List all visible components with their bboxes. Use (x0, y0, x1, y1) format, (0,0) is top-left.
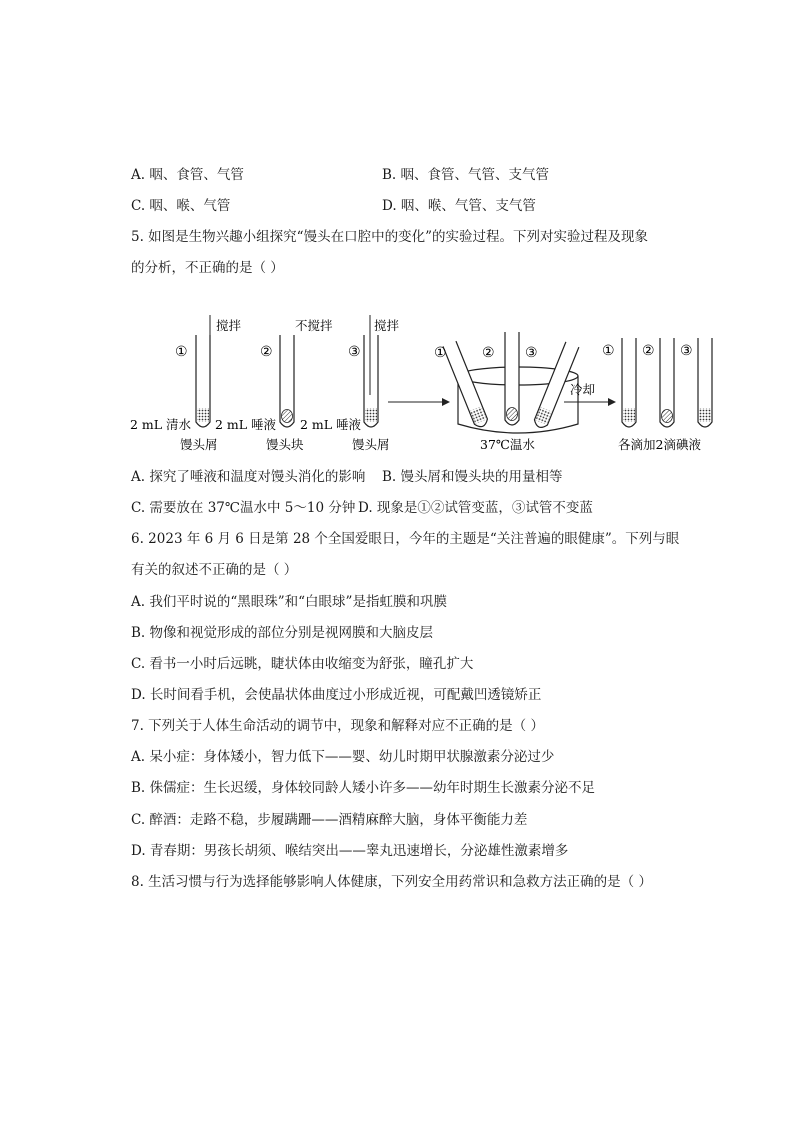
q7-option-a: A. 呆小症：身体矮小，智力低下——婴、幼儿时期甲状腺激素分泌过少 (131, 749, 555, 765)
tube-2-liquid: 2 mL 唾液 (215, 417, 277, 432)
q6-stem-line2: 有关的叙述不正确的是（ ） (131, 562, 298, 578)
water-bath-label: 37℃温水 (480, 437, 535, 452)
stir-label-3: 搅拌 (374, 318, 400, 333)
tube-3-content: 馒头屑 (352, 437, 390, 452)
tube-1-number: ① (175, 344, 188, 360)
q6-option-a: A. 我们平时说的“黑眼珠”和“白眼球”是指虹膜和巩膜 (131, 594, 447, 610)
q6-option-c: C. 看书一小时后远眺，睫状体由收缩变为舒张，瞳孔扩大 (131, 656, 474, 672)
bath-tube-2-number: ② (482, 345, 495, 361)
q6-stem-line1: 6. 2023 年 6 月 6 日是第 28 个全国爱眼日，今年的主题是“关注普遍的眼健康”。下列与眼 (131, 531, 680, 547)
q5-stem-line2: 的分析，不正确的是（ ） (131, 260, 284, 276)
tube-3-number: ③ (348, 344, 361, 360)
q4-option-c: C. 咽、喉、气管 (131, 198, 231, 214)
q5-option-c: C. 需要放在 37℃温水中 5～10 分钟 (131, 500, 356, 516)
q8-stem: 8. 生活习惯与行为选择能够影响人体健康，下列安全用药常识和急救方法正确的是（ ） (131, 874, 652, 890)
arrow-cooling (564, 382, 616, 406)
stir-label-1: 搅拌 (216, 318, 242, 333)
q7-option-b: B. 侏儒症：生长迟缓，身体较同龄人矮小许多——幼年时期生长激素分泌不足 (131, 780, 596, 796)
no-stir-label: 不搅拌 (295, 318, 333, 333)
q5-option-d: D. 现象是①②试管变蓝，③试管不变蓝 (358, 500, 593, 516)
q7-option-c: C. 醉酒：走路不稳，步履蹒跚——酒精麻醉大脑，身体平衡能力差 (131, 812, 528, 828)
bath-tube-3-number: ③ (525, 345, 538, 361)
arrow-to-water-bath (388, 398, 450, 406)
cooling-label: 冷却 (570, 382, 596, 397)
water-bath (434, 332, 579, 452)
tube-1-content: 馒头屑 (180, 437, 218, 452)
iodine-label: 各滴加2滴碘液 (618, 437, 701, 452)
tube-1-liquid: 2 mL 清水 (130, 417, 192, 432)
bath-tube-1-number: ① (434, 345, 447, 361)
tube-3 (300, 315, 400, 452)
tube-3-liquid: 2 mL 唾液 (300, 417, 362, 432)
q4-option-a: A. 咽、食管、气管 (131, 167, 244, 183)
q5-option-b: B. 馒头屑和馒头块的用量相等 (382, 469, 563, 485)
q4-option-d: D. 咽、喉、气管、支气管 (382, 198, 536, 214)
final-tube-2-number: ② (642, 343, 655, 359)
experiment-figure (120, 310, 720, 460)
tube-2-content: 馒头块 (266, 437, 304, 452)
q6-option-b: B. 物像和视觉形成的部位分别是视网膜和大脑皮层 (131, 625, 434, 641)
q5-option-a: A. 探究了唾液和温度对馒头消化的影响 (131, 469, 366, 485)
final-tubes (602, 338, 712, 452)
q4-option-b: B. 咽、食管、气管、支气管 (382, 167, 550, 183)
tube-2-number: ② (260, 344, 273, 360)
final-tube-3-number: ③ (680, 343, 693, 359)
final-tube-1-number: ① (602, 343, 615, 359)
q5-stem-line1: 5. 如图是生物兴趣小组探究“馒头在口腔中的变化”的实验过程。下列对实验过程及现象 (131, 229, 648, 245)
q7-option-d: D. 青春期：男孩长胡须、喉结突出——睾丸迅速增长，分泌雄性激素增多 (131, 843, 569, 859)
q7-stem: 7. 下列关于人体生命活动的调节中，现象和解释对应不正确的是（ ） (131, 718, 544, 734)
experiment-diagram (120, 310, 720, 460)
q6-option-d: D. 长时间看手机，会使晶状体曲度过小形成近视，可配戴凹透镜矫正 (131, 687, 542, 703)
